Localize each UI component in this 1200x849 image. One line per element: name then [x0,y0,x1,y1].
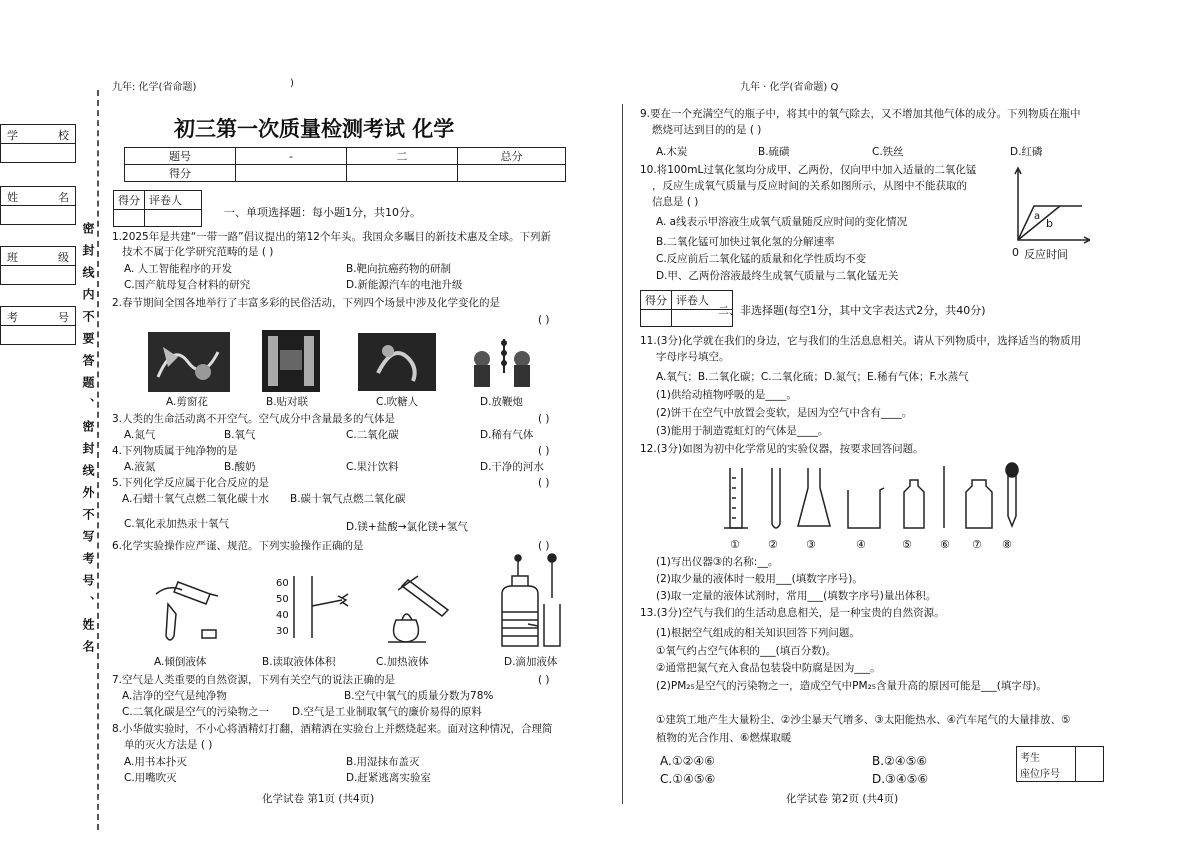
q13-sub2[interactable]: (2)PM₂₅是空气的污染物之一，造成空气中PM₂₅含量升高的原因可能是___(填字母)。 [656,680,1047,692]
q13-option-c[interactable]: C.①④⑤⑥ [660,772,716,786]
q13-stem: 13.(3分)空气与我们的生活动息息相关，是一种宝贵的自然资源。 [640,607,945,619]
q5-option-a[interactable]: A.石蜡十氧气点燃二氧化碳十水 [122,493,269,505]
couplet-image [262,330,320,392]
dropping-liquid-figure [488,552,574,654]
q2-stem: 2.春节期间全国各地举行了丰富多彩的民俗活动，下列四个场景中涉及化学变化的是 [112,297,501,309]
q9-option-a[interactable]: A.木炭 [656,146,688,158]
q4-stem: 4.下列物质属于纯净物的是 [112,445,238,457]
exam-number-field[interactable]: 考 号 [0,306,76,345]
q11-stem-cont: 字母序号填空。 [656,351,730,363]
q10-option-b[interactable]: B.二氧化锰可加快过氧化氢的分解速率 [656,236,835,248]
q1-option-c[interactable]: C.国产航母复合材料的研究 [124,279,251,291]
q3-option-a[interactable]: A.氮气 [124,429,156,441]
q11-sub2[interactable]: (2)饼干在空气中放置会变软，是因为空气中含有____。 [656,407,913,419]
q2-option-b[interactable]: B.贴对联 [266,396,309,408]
q13-option-d[interactable]: D.③④⑤⑥ [872,772,929,786]
cylinder-scale: 60 50 40 30 [276,578,289,637]
seat-number-box[interactable]: 考生 座位序号 [1016,746,1104,782]
q11-sub1[interactable]: (1)供给动植物呼吸的是____。 [656,389,797,401]
q9-option-b[interactable]: B.硫磺 [758,146,790,158]
q5-paren: ( ) [538,477,550,489]
oxygen-graph [1010,166,1090,246]
right-page-footer: 化学试卷 第2页 (共4页) [786,793,899,805]
q1-option-a[interactable]: A. 人工智能程序的开发 [124,263,233,275]
name-field[interactable]: 姓 名 [0,186,76,225]
q5-option-b[interactable]: B.碳十氧气点燃二氧化碳 [290,493,406,505]
q6-option-b[interactable]: B.读取液体体积 [262,656,336,668]
q13-sub1b[interactable]: ②通常把氮气充入食品包装袋中防腐是因为___。 [656,662,881,674]
graph-line-b-label: b [1046,217,1053,230]
pouring-liquid-figure [148,574,234,650]
q10-stem-cont1: ，反应生成氧气质量与反应时间的关系如图所示，从图中不能获取的 [652,180,967,192]
grader-box-2: 得分 评卷人 [640,290,733,327]
exam-title: 初三第一次质量检测考试 化学 [174,116,455,141]
q10-option-c[interactable]: C.反应前后二氧化锰的质量和化学性质均不变 [656,253,867,265]
q7-option-a[interactable]: A.洁净的空气是纯净物 [122,690,227,702]
q7-option-b[interactable]: B.空气中氧气的质量分数为78% [344,690,494,702]
score-cell-total[interactable] [458,165,566,182]
q1-option-b[interactable]: B.靶向抗癌药物的研制 [346,263,452,275]
seal-dashed-line [97,90,99,830]
score-table: 题号 - 二 总分 得分 [124,147,566,182]
q5-option-d[interactable]: D.镁+盐酸→氯化镁+氢气 [346,521,468,533]
q7-paren: ( ) [538,674,550,686]
graph-origin-label: 0 [1012,246,1019,259]
q2-option-a[interactable]: A.剪窗花 [166,396,208,408]
class-field[interactable]: 班 级 [0,246,76,285]
q2-option-c[interactable]: C.吹糖人 [376,396,419,408]
right-header: 九年 · 化学(省命题) Q [740,82,839,93]
q8-option-b[interactable]: B.用湿抹布盖灭 [346,756,420,768]
q10-option-d[interactable]: D.甲、乙两份溶液最终生成氧气质量与二氧化锰无关 [656,270,899,282]
score-cell-2[interactable] [347,165,458,182]
q11-sub3[interactable]: (3)能用于制造霓虹灯的气体是____。 [656,425,829,437]
seal-line-text: 密封线内不要答题、密封线外不写考号、姓名 [81,222,95,662]
q6-stem: 6.化学实验操作应严谨、规范。下列实验操作正确的是 [112,540,364,552]
q6-option-d[interactable]: D.滴加液体 [504,656,558,668]
section1-title: 一、单项选择题：每小题1分，共10分。 [224,206,421,219]
q10-option-a[interactable]: A. a线表示甲溶液生成氧气质量随反应时间的变化情况 [656,216,908,228]
q11-options: A.氧气；B.二氧化碳；C.二氧化硫；D.氮气；E.稀有气体；F.水蒸气 [656,371,969,383]
q13-option-b[interactable]: B.②④⑤⑥ [872,754,928,768]
q12-sub1[interactable]: (1)写出仪器③的名称:__。 [656,556,779,568]
left-header: 九年: 化学(省命题) [112,82,197,93]
q9-option-d[interactable]: D.红磷 [1010,146,1043,158]
q6-option-a[interactable]: A.倾倒液体 [154,656,207,668]
q9-stem: 9.要在一个充满空气的瓶子中，将其中的氧气除去，又不增加其他气体的成分。下列物质在瓶中 [640,108,1081,120]
q8-stem-cont: 单的灭火方法是 ( ) [124,739,213,751]
q7-option-d[interactable]: D.空气是工业制取氧气的廉价易得的原料 [292,706,482,718]
q5-option-c[interactable]: C.氧化汞加热汞十氧气 [124,518,230,530]
firecracker-image [466,333,542,393]
q10-stem-cont2: 信息是 ( ) [652,196,699,208]
lab-instruments-figure [718,462,1028,536]
q13-sub1a[interactable]: ①氧气约占空气体积的___(填百分数)。 [656,645,837,657]
q3-option-b[interactable]: B.氧气 [224,429,256,441]
page-divider [622,104,623,804]
q7-stem: 7.空气是人类重要的自然资源，下列有关空气的说法正确的是 [112,674,396,686]
q13-sub1: (1)根据空气组成的相关知识回答下列问题。 [656,627,860,639]
q13-option-a[interactable]: A.①②④⑥ [660,754,715,768]
q6-paren: ( ) [538,540,550,552]
graph-line-a-label: a [1034,211,1041,222]
q13-list: ①建筑工地产生大量粉尘、②沙尘暴天气增多、③太阳能热水、④汽车尾气的大量排放、⑤ [656,714,1071,726]
q7-option-c[interactable]: C.二氧化碳是空气的污染物之一 [122,706,270,718]
sugar-figure-image [358,333,436,391]
q4-paren: ( ) [538,445,550,457]
q3-paren: ( ) [538,413,550,425]
q1-stem-cont: 技术不属于化学研究范畴的是 ( ) [122,246,274,258]
q8-option-d[interactable]: D.赶紧逃离实验室 [346,772,431,784]
q1-stem: 1.2025年是共建“一带一路”倡议提出的第12个年头。我国众多瞩目的新技术惠及全球。下列新 [112,231,551,243]
q8-option-a[interactable]: A.用书本扑灭 [124,756,187,768]
score-cell-1[interactable] [236,165,347,182]
paper-cutting-image [148,332,230,392]
q3-option-d[interactable]: D.稀有气体 [480,429,534,441]
section2-title: 二、非选择题(每空1分，其中文字表达式2分，共40分) [718,304,986,317]
q12-stem: 12.(3分)如图为初中化学常见的实验仪器，按要求回答问题。 [640,443,924,455]
q4-option-a[interactable]: A.液氮 [124,461,156,473]
q9-option-c[interactable]: C.铁丝 [872,146,904,158]
q2-option-d[interactable]: D.放鞭炮 [480,396,523,408]
school-field[interactable]: 学 校 [0,124,76,163]
q8-stem: 8.小华做实验时，不小心将酒精灯打翻，酒精洒在实验台上并燃烧起来。面对这种情况，合理简 [112,723,553,735]
q4-option-b[interactable]: B.酸奶 [224,461,256,473]
q9-stem-cont: 燃烧可达到目的的是 ( ) [652,124,762,136]
q8-option-c[interactable]: C.用嘴吹灭 [124,772,177,784]
grader-box-1: 得分 评卷人 [113,190,202,227]
q4-option-c[interactable]: C.果汁饮料 [346,461,399,473]
heating-liquid-figure [378,570,468,648]
q11-stem: 11.(3分)化学就在我们的身边，它与我们的生活息息相关。请从下列物质中，选择适当的物质用 [640,335,1082,347]
q4-option-d[interactable]: D.干净的河水 [480,461,544,473]
left-page-footer: 化学试卷 第1页 (共4页) [262,793,375,805]
q12-sub2[interactable]: (2)取少量的液体时一般用___(填数字序号)。 [656,573,863,585]
q2-paren: ( ) [538,314,550,326]
graph-x-label: 反应时间 [1024,248,1068,261]
left-header-paren: ) [290,78,294,89]
q6-option-c[interactable]: C.加热液体 [376,656,429,668]
q3-stem: 3.人类的生命活动离不开空气。空气成分中含量最多的气体是 [112,413,396,425]
q5-stem: 5.下列化学反应属于化合反应的是 [112,477,270,489]
q13-list-cont: 植物的光合作用、⑥燃煤取暖 [656,732,792,744]
q3-option-c[interactable]: C.二氧化碳 [346,429,399,441]
q12-sub3[interactable]: (3)取一定量的液体试剂时，常用___(填数字序号)量出体积。 [656,590,937,602]
q1-option-d[interactable]: D.新能源汽车的电池升级 [346,279,463,291]
q10-stem: 10.将100mL过氧化氢均分成甲、乙两份，仅向甲中加入适量的二氧化锰 [640,164,977,176]
